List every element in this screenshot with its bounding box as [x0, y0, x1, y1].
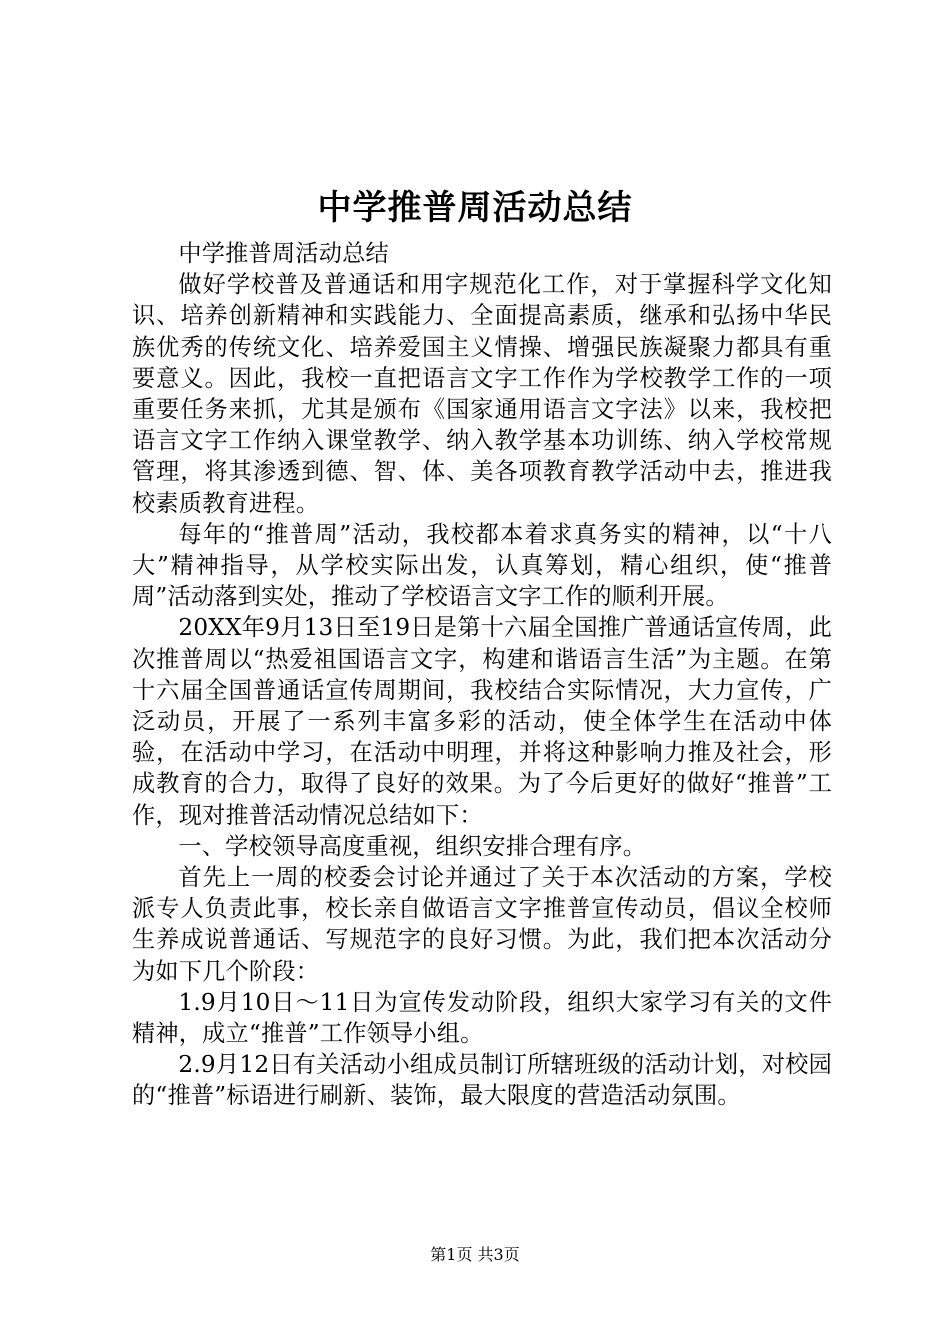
paragraph-annual-activity: 每年的“推普周”活动，我校都本着求真务实的精神，以“十八大”精神指导，从学校实际出发，认真筹划，精心组织，使“推普周”活动落到实处，推动了学校语言文字工作的顺利开展。 [132, 520, 832, 611]
paragraph-intro: 做好学校普及普通话和用字规范化工作，对于掌握科学文化知识、培养创新精神和实践能力、全面提高素质，继承和弘扬中华民族优秀的传统文化、培养爱国主义情操、增强民族凝聚力都具有重要意义。因此，我校一直把语言文字工作作为学校教学工作的一项重要任务来抓，尤其是颁布《国家通用语言文字法》以来，我校把语言文字工作纳入课堂教学、纳入教学基本功训练、纳入学校常规管理，将其渗透到德、智、体、美各项教育教学活动中去，推进我校素质教育进程。 [132, 271, 832, 517]
page-number-footer: 第1页 共3页 [430, 1245, 520, 1264]
paragraph-section-heading-1: 一、学校领导高度重视，组织安排合理有序。 [178, 832, 647, 860]
document-body [132, 238, 832, 1112]
paragraph-subtitle: 中学推普周活动总结 [178, 240, 389, 267]
paragraph-stage-2: 2.9月12日有关活动小组成员制订所辖班级的活动计划，对校园的“推普”标语进行刷新、装饰，最大限度的营造活动氛围。 [132, 1051, 832, 1110]
paragraph-stage-1: 1.9月10日～11日为宣传发动阶段，组织大家学习有关的文件精神，成立“推普”工作领导小组。 [132, 988, 832, 1048]
paragraph-plan: 首先上一周的校委会讨论并通过了关于本次活动的方案，学校派专人负责此事，校长亲自做语言文字推普宣传动员，倡议全校师生养成说普通话、写规范字的良好习惯。为此，我们把本次活动分为如下几个阶段： [132, 864, 832, 985]
page-title: 中学推普周活动总结 [317, 188, 633, 228]
paragraph-promotion-week: 20XX年9月13日至19日是第十六届全国推广普通话宣传周，此次推普周以“热爱祖国语言文字，构建和谐语言生活”为主题。在第十六届全国普通话宣传周期间，我校结合实际情况，大力宣传，广泛动员，开展了一系列丰富多彩的活动，使全体学生在活动中体验，在活动中学习，在活动中明理，并将这种影响力推及社会，形成教育的合力，取得了良好的效果。为了今后更好的做好“推普”工作，现对推普活动情况总结如下： [132, 614, 832, 829]
